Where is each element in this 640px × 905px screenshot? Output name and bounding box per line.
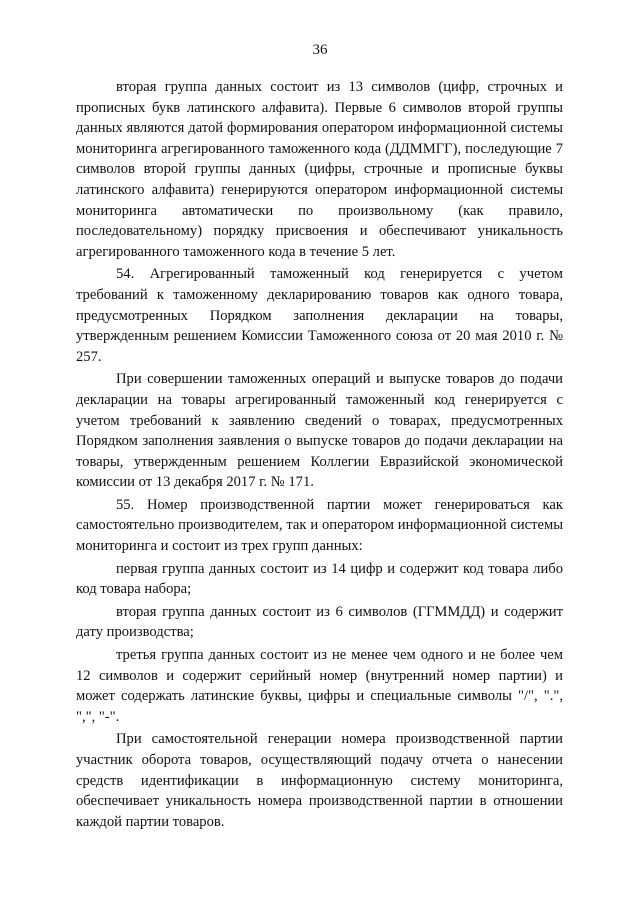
paragraph-item-55: 55. Номер производственной партии может генерироваться как самостоятельно производителем, так и оператором информационной системы мониторинга и состоит из трех групп данных: — [76, 496, 563, 555]
paragraph-self-generation: При самостоятельной генерации номера производственной партии участник оборота товаров, осуществляющий подачу отчета о нанесении средств идентификации в информационную систему мониторинга, обеспечивает уникальность номера производственной партии в отношении каждой партии товаров. — [76, 731, 563, 830]
paragraph-customs-operations: При совершении таможенных операций и выпуске товаров до подачи декларации на товары агрегированный таможенный код генерируется с учетом требований к заявлению сведений о товарах, предусмотренных Порядком заполнения заявления о выпуске товаров до подачи декларации на товары, утвержденным решением Коллегии Евразийской экономической комиссии от 13 декабря 2017 г. № 171. — [76, 371, 563, 491]
paragraph-first-group: первая группа данных состоит из 14 цифр и содержит код товара либо код товара набора; — [76, 560, 563, 598]
page-number: 36 — [312, 42, 328, 58]
paragraph-third-group: третья группа данных состоит из не менее чем одного и не более чем 12 символов и содержит серийный номер (внутренний номер партии) и может содержать латинские буквы, цифры и специальные символы "/", ".", ",", "-". — [76, 647, 563, 725]
document-body — [76, 77, 563, 834]
paragraph-group2-description: вторая группа данных состоит из 13 символов (цифр, строчных и прописных букв латинского алфавита). Первые 6 символов второй группы данных являются датой формирования оператором информационной системы мониторинга агрегированного таможенного кода (ДДММГГ), последующие 7 символов второй группы данных (цифры, строчные и прописные буквы латинского алфавита) генерируются оператором информационной системы мониторинга автоматически по произвольному (как правило, последовательному) порядку присвоения и обеспечивают уникальность агрегированного таможенного кода в течение 5 лет. — [76, 79, 563, 260]
paragraph-second-group: вторая группа данных состоит из 6 символов (ГГММДД) и содержит дату производства; — [76, 603, 563, 641]
paragraph-item-54: 54. Агрегированный таможенный код генерируется с учетом требований к таможенному декларированию товаров как одного товара, предусмотренных Порядком заполнения декларации на товары, утвержденным решением Комиссии Таможенного союза от 20 мая 2010 г. № 257. — [76, 266, 563, 365]
